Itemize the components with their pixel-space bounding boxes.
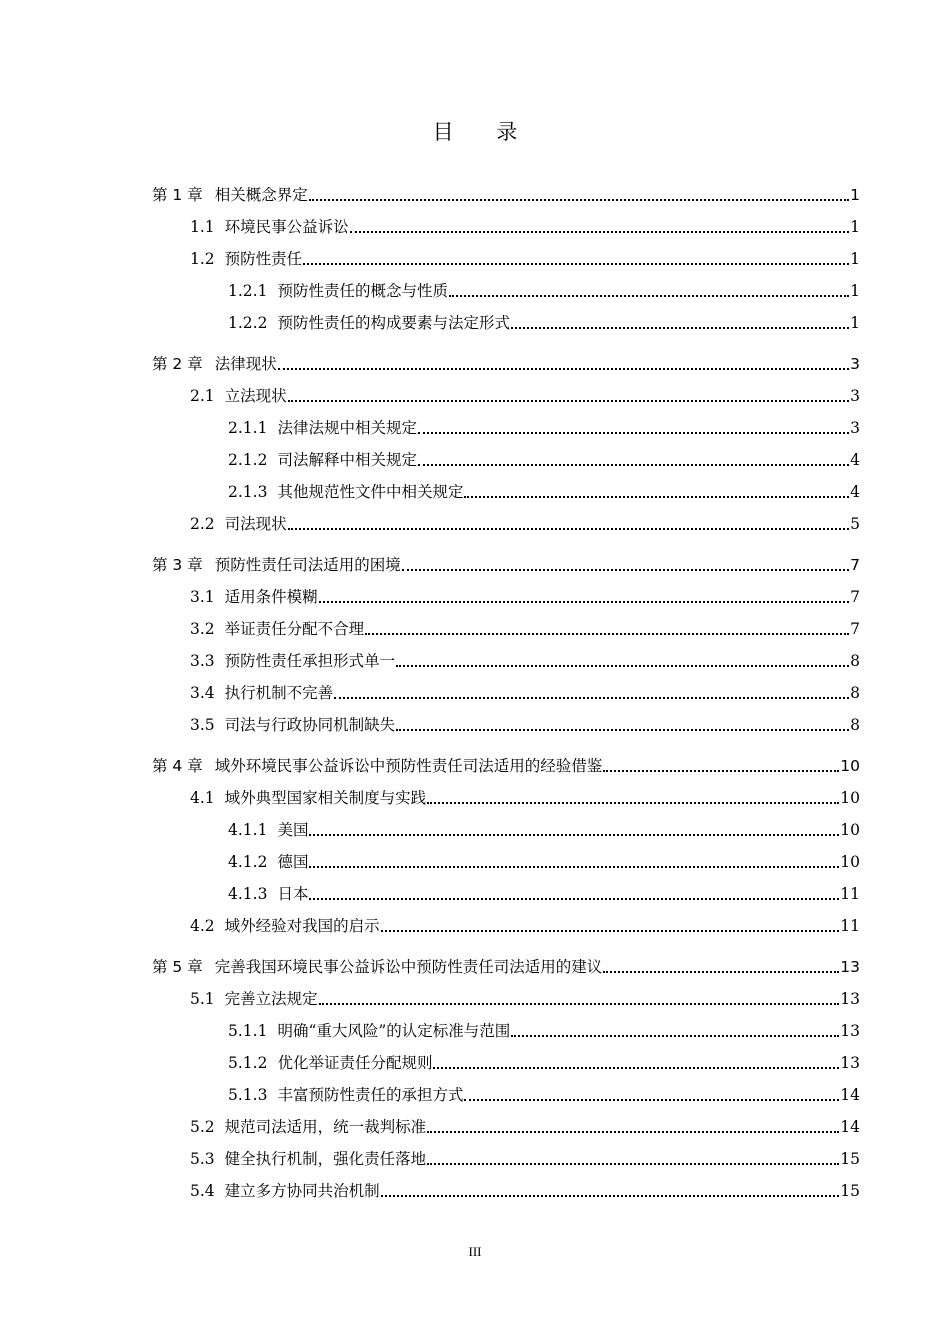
toc-entry-page: 7 [850,588,860,606]
toc-entry-number: 4.1.3 [228,885,268,903]
toc-subsection-entry[interactable] [228,851,860,873]
toc-entry-number: 5.2 [190,1118,215,1136]
toc-entry-title: 域外经验对我国的启示 [224,917,380,935]
toc-entry-page: 8 [850,652,860,670]
toc-entry-title: 执行机制不完善 [224,684,334,702]
toc-entry-page: 1 [850,250,860,268]
toc-section-entry[interactable] [190,682,860,704]
toc-entry-title: 立法现状 [224,387,287,405]
toc-entry-title: 预防性责任司法适用的困境 [214,556,401,574]
page-number: III [468,1244,482,1259]
toc-subsection-entry[interactable] [228,1084,860,1106]
toc-subsection-entry[interactable] [228,819,860,841]
toc-entry-title: 美国 [277,821,309,839]
toc-entry-page: 10 [840,853,860,871]
toc-entry-page: 10 [840,821,860,839]
toc-entry-title: 预防性责任的构成要素与法定形式 [277,314,510,332]
toc-entry-number: 5.4 [190,1182,215,1200]
toc-entry-page: 8 [850,684,860,702]
dot-leader [511,1035,839,1037]
dot-leader [402,569,849,571]
toc-section-entry[interactable] [190,248,860,270]
toc-subsection-entry[interactable] [228,1020,860,1042]
toc-entry-number: 第 3 章 [152,556,203,574]
toc-section-entry[interactable] [190,650,860,672]
dot-leader [511,327,849,329]
toc-entry-number: 3.3 [190,652,215,670]
toc-entry-title: 建立多方协同共治机制 [224,1182,380,1200]
toc-section-entry[interactable] [190,787,860,809]
toc-section-entry[interactable] [190,586,860,608]
toc-entry-number: 4.1.2 [228,853,268,871]
toc-entry-title: 环境民事公益诉讼 [224,218,349,236]
toc-entry-number: 2.1.3 [228,483,268,501]
toc-entry-number: 5.1 [190,990,215,1008]
toc-entry-number: 2.2 [190,515,215,533]
dot-leader [278,368,849,370]
toc-entry-number: 2.1.2 [228,451,268,469]
toc-entry-title: 完善我国环境民事公益诉讼中预防性责任司法适用的建议 [214,958,603,976]
toc-chapter-entry[interactable] [152,353,860,375]
toc-entry-title: 德国 [277,853,309,871]
toc-subsection-entry[interactable] [228,280,860,302]
toc-entry-page: 1 [850,218,860,236]
toc-entry-title: 域外环境民事公益诉讼中预防性责任司法适用的经验借鉴 [214,757,603,775]
toc-entry-page: 7 [850,556,860,574]
toc-entry-number: 第 1 章 [152,186,203,204]
toc-entry-page: 13 [840,1054,860,1072]
toc-entry-number: 4.1.1 [228,821,268,839]
toc-section-entry[interactable] [190,513,860,535]
toc-entry-title: 完善立法规定 [224,990,318,1008]
toc-chapter-entry[interactable] [152,956,860,978]
dot-leader [418,432,849,434]
page-title: 目 录 [432,120,536,144]
toc-entry-number: 4.1 [190,789,215,807]
toc-section-entry[interactable] [190,1180,860,1202]
toc-subsection-entry[interactable] [228,481,860,503]
toc-entry-page: 5 [850,515,860,533]
toc-entry-title: 法律现状 [214,355,277,373]
toc-chapter-entry[interactable] [152,755,860,777]
toc-entry-title: 预防性责任的概念与性质 [277,282,448,300]
dot-leader [449,295,849,297]
toc-entry-page: 3 [850,355,860,373]
toc-entry-title: 司法现状 [224,515,287,533]
toc-entry-number: 5.1.3 [228,1086,268,1104]
dot-leader [309,834,839,836]
toc-subsection-entry[interactable] [228,449,860,471]
dot-leader [433,1067,839,1069]
toc-entry-title: 预防性责任承担形式单一 [224,652,396,670]
toc-entry-title: 健全执行机制，强化责任落地 [224,1150,427,1168]
toc-entry-page: 4 [850,483,860,501]
toc-section-entry[interactable] [190,216,860,238]
toc-entry-number: 1.2 [190,250,215,268]
dot-leader [464,1099,839,1101]
toc-entry-number: 1.2.2 [228,314,268,332]
toc-entry-title: 相关概念界定 [214,186,308,204]
toc-entry-title: 适用条件模糊 [224,588,318,606]
toc-entry-title: 明确“重大风险”的认定标准与范围 [277,1022,511,1040]
toc-entry-page: 13 [840,1022,860,1040]
toc-entry-title: 日本 [277,885,309,903]
toc-entry-number: 5.3 [190,1150,215,1168]
dot-leader [396,665,849,667]
toc-entry-number: 4.2 [190,917,215,935]
dot-leader [334,697,849,699]
dot-leader [319,601,849,603]
toc-entry-number: 1.2.1 [228,282,268,300]
dot-leader [350,231,849,233]
dot-leader [319,1003,840,1005]
toc-entry-page: 3 [850,419,860,437]
toc-entry-number: 2.1.1 [228,419,268,437]
toc-entry-page: 11 [840,885,860,903]
dot-leader [427,802,839,804]
dot-leader [309,898,839,900]
dot-leader [418,464,849,466]
toc-section-entry[interactable] [190,1116,860,1138]
dot-leader [427,1131,839,1133]
dot-leader [303,263,849,265]
toc-subsection-entry[interactable] [228,417,860,439]
toc-entry-page: 1 [850,186,860,204]
toc-entry-number: 3.2 [190,620,215,638]
toc-entry-page: 8 [850,716,860,734]
toc-subsection-entry[interactable] [228,883,860,905]
toc-section-entry[interactable] [190,618,860,640]
toc-entry-number: 3.1 [190,588,215,606]
toc-entry-number: 2.1 [190,387,215,405]
toc-section-entry[interactable] [190,714,860,736]
dot-leader [427,1163,839,1165]
toc-entry-number: 3.5 [190,716,215,734]
toc-entry-number: 5.1.1 [228,1022,268,1040]
dot-leader [381,930,840,932]
toc-section-entry[interactable] [190,988,860,1010]
toc-subsection-entry[interactable] [228,312,860,334]
dot-leader [396,729,849,731]
dot-leader [309,866,839,868]
toc-entry-page: 14 [840,1086,860,1104]
toc-entry-page: 14 [840,1118,860,1136]
toc-entry-page: 10 [840,789,860,807]
toc-subsection-entry[interactable] [228,1052,860,1074]
dot-leader [365,633,849,635]
toc-entry-title: 域外典型国家相关制度与实践 [224,789,427,807]
toc-entry-title: 丰富预防性责任的承担方式 [277,1086,464,1104]
dot-leader [288,400,849,402]
toc-entry-title: 优化举证责任分配规则 [277,1054,433,1072]
dot-leader [381,1195,840,1197]
toc-chapter-entry[interactable] [152,184,860,206]
toc-entry-number: 第 5 章 [152,958,203,976]
dot-leader [603,971,839,973]
toc-entry-title: 规范司法适用，统一裁判标准 [224,1118,427,1136]
toc-entry-number: 第 4 章 [152,757,203,775]
dot-leader [603,770,839,772]
toc-entry-page: 13 [840,958,860,976]
toc-entry-page: 1 [850,314,860,332]
toc-chapter-entry[interactable] [152,554,860,576]
toc-entry-page: 1 [850,282,860,300]
toc-entry-page: 7 [850,620,860,638]
dot-leader [464,496,849,498]
toc-section-entry[interactable] [190,915,860,937]
toc-entry-title: 司法解释中相关规定 [277,451,417,469]
toc-entry-number: 第 2 章 [152,355,203,373]
toc-entry-page: 15 [840,1182,860,1200]
toc-entry-page: 3 [850,387,860,405]
toc-entry-number: 5.1.2 [228,1054,268,1072]
toc-entry-page: 11 [840,917,860,935]
toc-entry-number: 3.4 [190,684,215,702]
toc-entry-page: 4 [850,451,860,469]
dot-leader [309,199,849,201]
toc-section-entry[interactable] [190,1148,860,1170]
toc-entry-title: 法律法规中相关规定 [277,419,417,437]
dot-leader [288,528,849,530]
toc-entry-title: 举证责任分配不合理 [224,620,365,638]
toc-entry-page: 13 [840,990,860,1008]
toc-entry-title: 预防性责任 [224,250,303,268]
toc-entry-number: 1.1 [190,218,215,236]
toc-section-entry[interactable] [190,385,860,407]
toc-entry-title: 司法与行政协同机制缺失 [224,716,396,734]
toc-entry-page: 15 [840,1150,860,1168]
toc-entry-page: 10 [840,757,860,775]
toc-entry-title: 其他规范性文件中相关规定 [277,483,464,501]
